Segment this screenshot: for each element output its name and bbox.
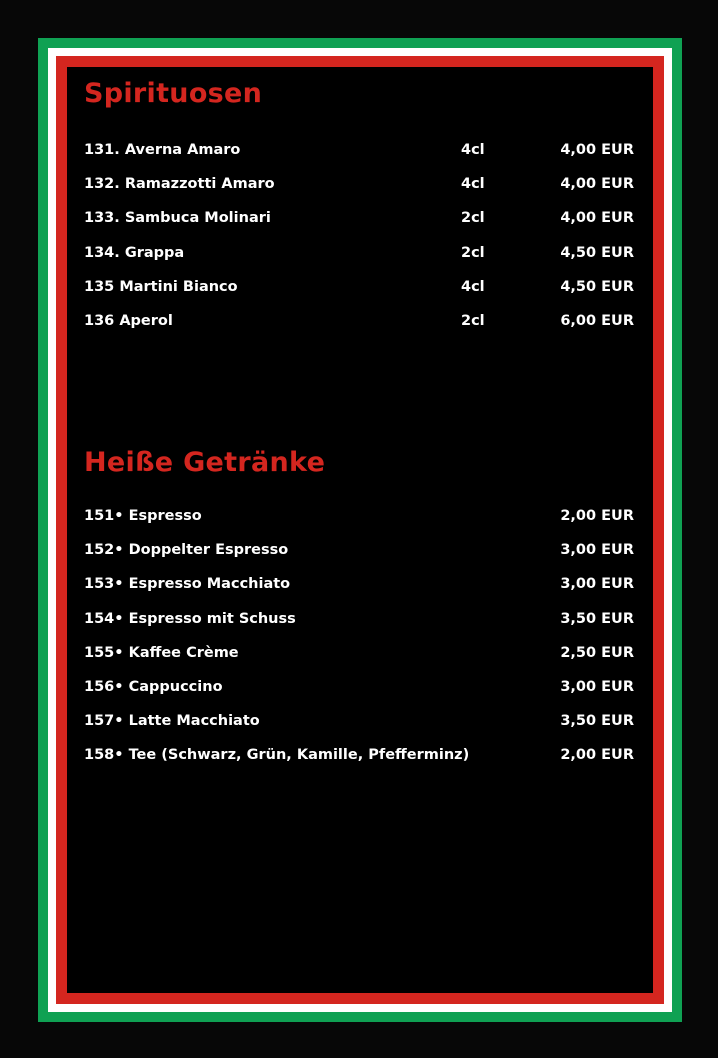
item-size: 4cl <box>461 142 485 158</box>
item-name: 131. Averna Amaro <box>84 142 241 158</box>
list-item <box>84 679 634 713</box>
list-item <box>84 142 634 176</box>
item-size: 2cl <box>461 312 485 329</box>
item-price: 2,50 EUR <box>560 644 634 661</box>
list-item <box>84 645 634 679</box>
hot-drinks-list <box>84 508 634 782</box>
item-name: 156• Cappuccino <box>84 678 223 695</box>
item-price: 3,00 EUR <box>560 678 634 695</box>
list-item <box>84 279 634 313</box>
item-name: 153• Espresso Macchiato <box>84 576 291 593</box>
section-title-spirits: Spirituosen <box>84 78 263 109</box>
item-name: 133. Sambuca Molinari <box>84 210 271 227</box>
item-price: 4,50 EUR <box>560 244 634 261</box>
list-item <box>84 245 634 279</box>
item-price: 3,00 EUR <box>560 576 634 593</box>
list-item <box>84 713 634 747</box>
item-price: 4,00 EUR <box>560 210 634 227</box>
item-name: 155• Kaffee Crème <box>84 644 239 661</box>
item-price: 6,00 EUR <box>560 312 634 329</box>
item-size: 4cl <box>461 176 485 193</box>
item-price: 4,00 EUR <box>560 176 634 193</box>
item-price: 3,50 EUR <box>560 610 634 627</box>
item-name: 158• Tee (Schwarz, Grün, Kamille, Pfefferminz) <box>84 747 470 764</box>
spirits-list <box>84 142 634 347</box>
item-name: 132. Ramazzotti Amaro <box>84 176 275 193</box>
item-price: 2,00 EUR <box>560 508 634 524</box>
item-size: 2cl <box>461 210 485 227</box>
list-item <box>84 508 634 542</box>
list-item <box>84 210 634 244</box>
item-price: 4,00 EUR <box>560 142 634 158</box>
item-size: 2cl <box>461 244 485 261</box>
list-item <box>84 542 634 576</box>
item-price: 3,50 EUR <box>560 713 634 730</box>
item-name: 151• Espresso <box>84 508 202 524</box>
list-item <box>84 611 634 645</box>
item-name: 154• Espresso mit Schuss <box>84 610 296 627</box>
item-price: 4,50 EUR <box>560 278 634 295</box>
list-item <box>84 747 634 781</box>
list-item <box>84 176 634 210</box>
item-name: 152• Doppelter Espresso <box>84 542 289 559</box>
item-name: 135 Martini Bianco <box>84 278 238 295</box>
list-item <box>84 576 634 610</box>
item-name: 134. Grappa <box>84 244 185 261</box>
list-item <box>84 313 634 347</box>
item-size: 4cl <box>461 278 485 295</box>
section-title-hot-drinks: Heiße Getränke <box>84 447 326 478</box>
item-price: 3,00 EUR <box>560 542 634 559</box>
item-name: 157• Latte Macchiato <box>84 713 260 730</box>
item-price: 2,00 EUR <box>560 747 634 764</box>
item-name: 136 Aperol <box>84 312 173 329</box>
